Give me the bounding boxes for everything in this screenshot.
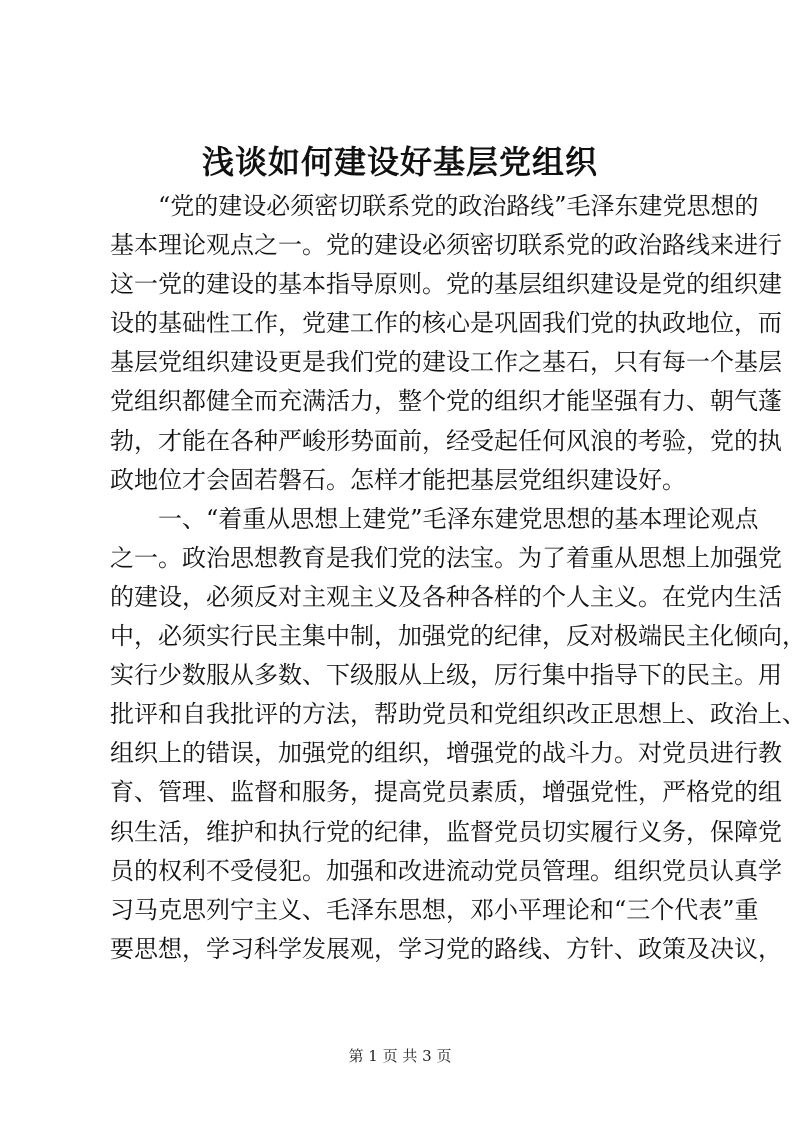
paragraph-2-line-1: 一、“着重从思想上建党”毛泽东建党思想的基本理论观点 [158, 504, 759, 533]
paragraph-2-line-6: 批评和自我批评的方法，帮助党员和党组织改正思想上、政治上、 [110, 700, 806, 729]
paragraph-2-line-7: 组织上的错误，加强党的组织，增强党的战斗力。对党员进行教 [110, 739, 782, 768]
paragraph-2-line-4: 中，必须实行民主集中制，加强党的纪律，反对极端民主化倾向， [110, 622, 806, 651]
paragraph-1-line-5: 基层党组织建设更是我们党的建设工作之基石，只有每一个基层 [110, 348, 782, 377]
paragraph-1-line-8: 政地位才会固若磐石。怎样才能把基层党组织建设好。 [110, 465, 686, 494]
paragraph-2-line-12: 要思想，学习科学发展观，学习党的路线、方针、政策及决议， [110, 934, 782, 963]
paragraph-1-line-1: “党的建设必须密切联系党的政治路线”毛泽东建党思想的 [158, 192, 759, 220]
paragraph-2-line-2: 之一。政治思想教育是我们党的法宝。为了着重从思想上加强党 [110, 543, 782, 572]
paragraph-1-line-4: 设的基础性工作，党建工作的核心是巩固我们党的执政地位，而 [110, 309, 782, 338]
paragraph-1-line-2: 基本理论观点之一。党的建设必须密切联系党的政治路线来进行 [110, 231, 782, 260]
paragraph-1-line-6: 党组织都健全而充满活力，整个党的组织才能坚强有力、朝气蓬 [110, 387, 782, 416]
document-body [110, 187, 806, 969]
paragraph-2-line-11: 习马克思列宁主义、毛泽东思想，邓小平理论和“三个代表”重 [110, 895, 759, 924]
page-number-footer: 第 1 页 共 3 页 [348, 1047, 452, 1065]
paragraph-2-line-10: 员的权利不受侵犯。加强和改进流动党员管理。组织党员认真学 [110, 856, 782, 885]
paragraph-2-line-5: 实行少数服从多数、下级服从上级，厉行集中指导下的民主。用 [110, 661, 782, 690]
paragraph-1-line-3: 这一党的建设的基本指导原则。党的基层组织建设是党的组织建 [110, 270, 782, 299]
document-title: 浅谈如何建设好基层党组织 [201, 143, 598, 181]
paragraph-2-line-8: 育、管理、监督和服务，提高党员素质，增强党性，严格党的组 [110, 778, 782, 807]
paragraph-1-line-7: 勃，才能在各种严峻形势面前，经受起任何风浪的考验，党的执 [110, 426, 782, 455]
paragraph-2-line-3: 的建设，必须反对主观主义及各种各样的个人主义。在党内生活 [110, 582, 782, 611]
paragraph-2-line-9: 织生活，维护和执行党的纪律，监督党员切实履行义务，保障党 [110, 817, 782, 846]
